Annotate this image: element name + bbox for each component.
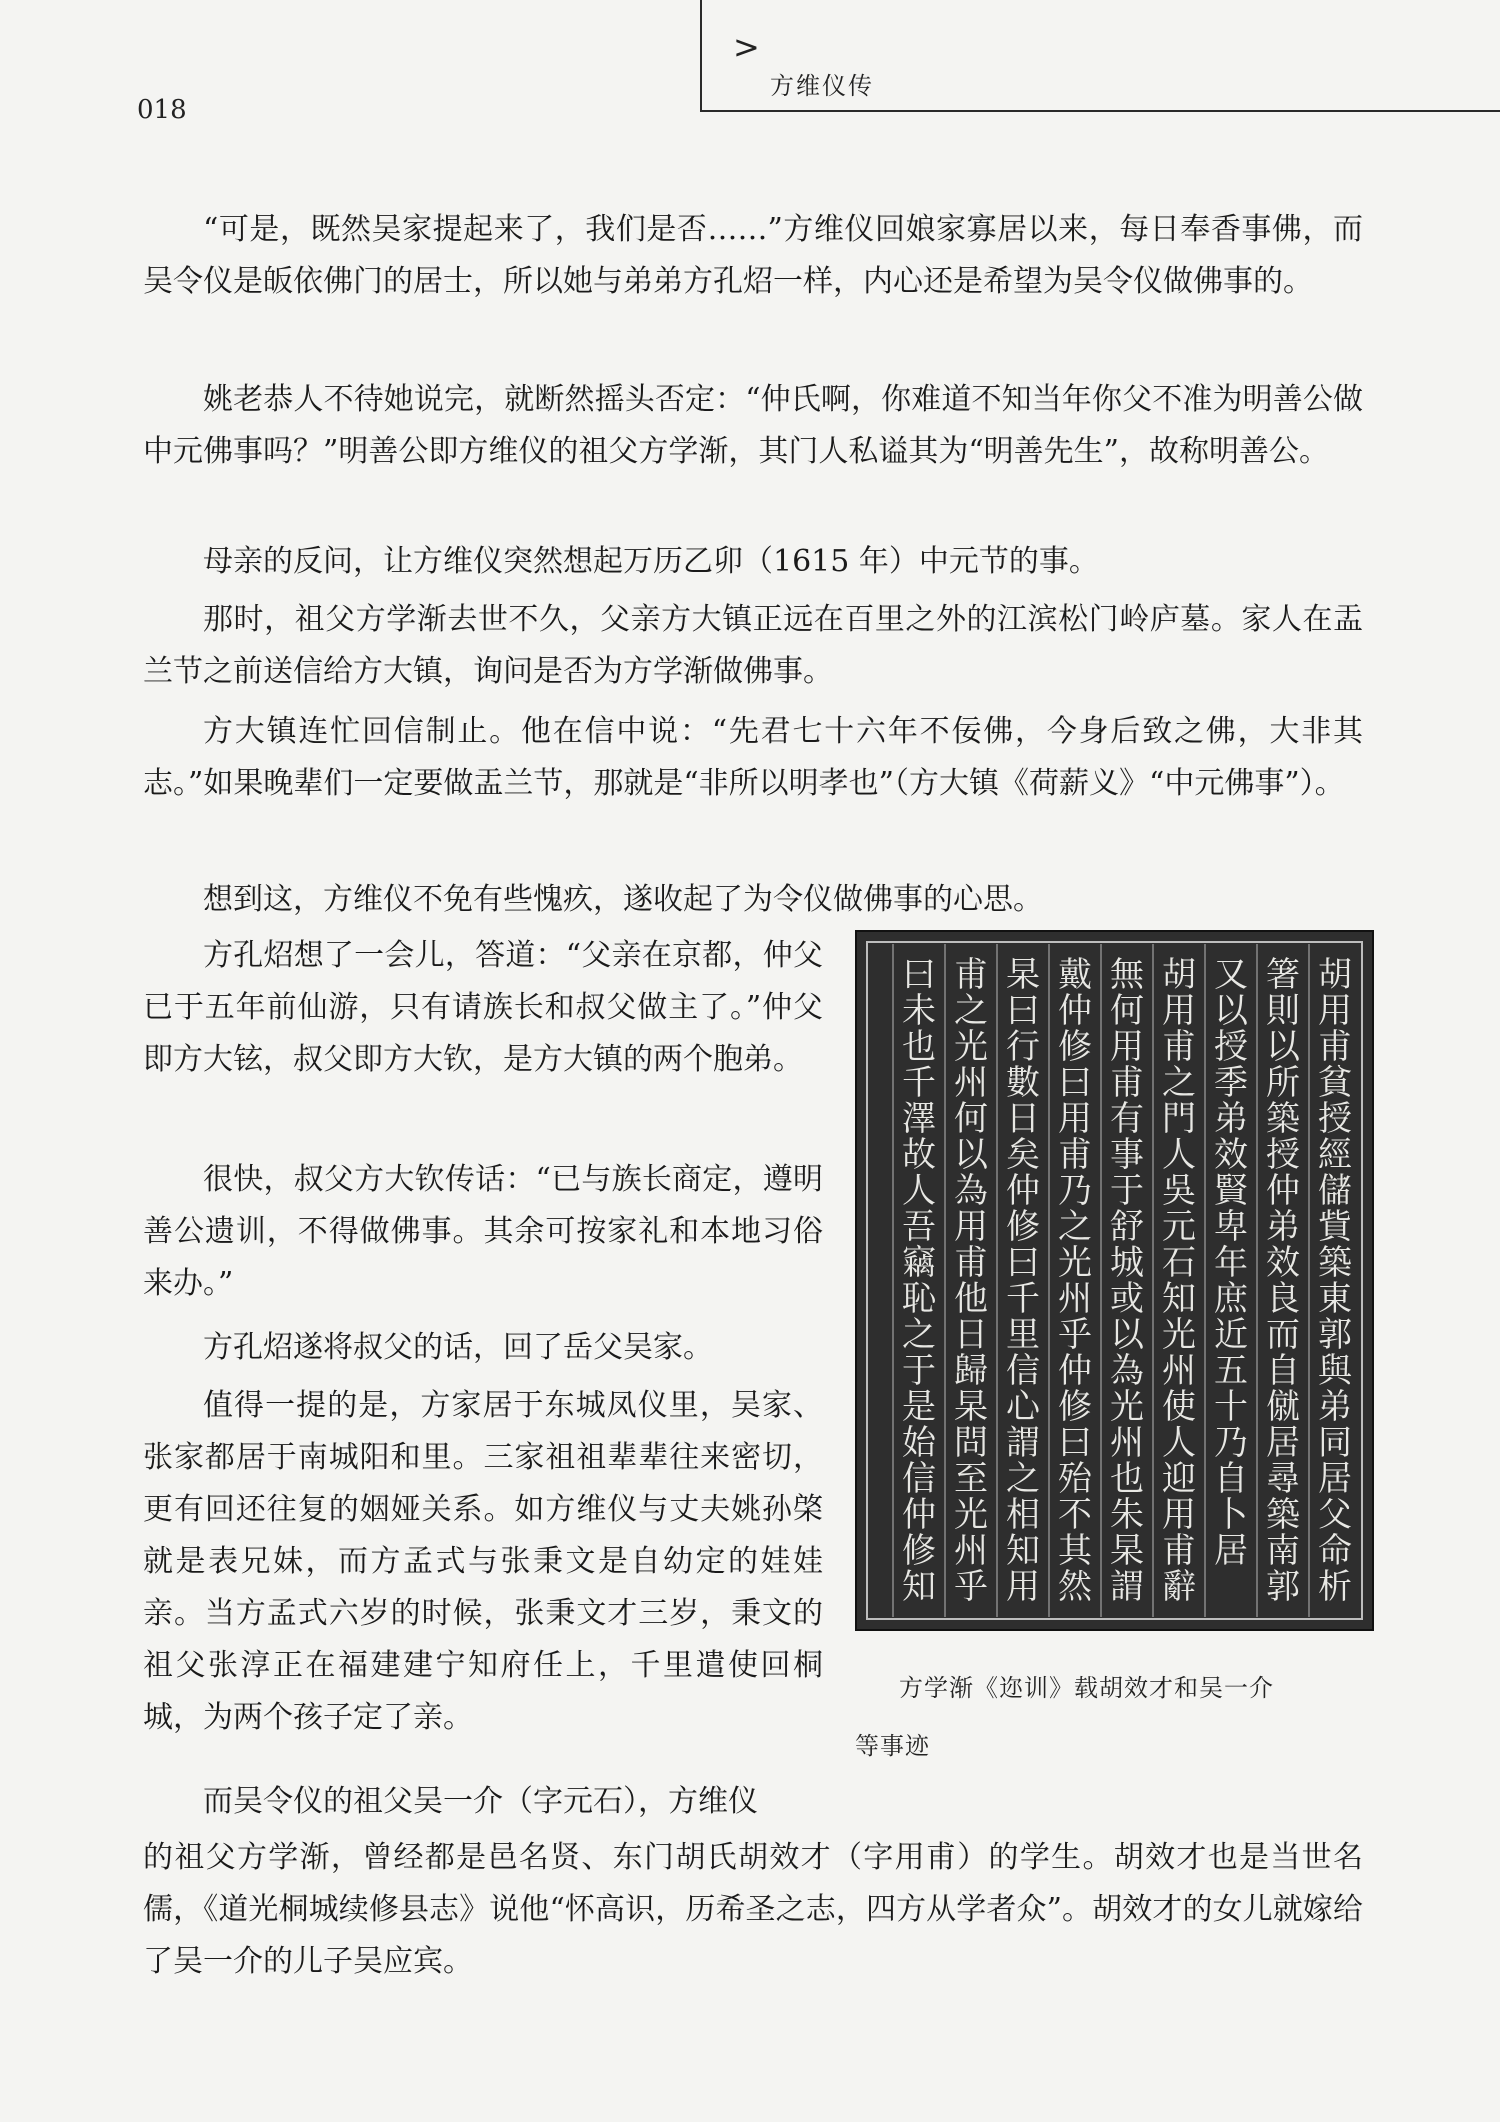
header-divider-horizontal (700, 110, 1500, 112)
print-column-text: 箸則以所築授仲弟效良而自僦居尋築南郭 (1266, 955, 1300, 1607)
print-column-text: 又以授季弟效賢卑年庶近五十乃自卜居 (1214, 955, 1248, 1571)
paragraph-6: 想到这，方维仪不免有些愧疚，遂收起了为令仪做佛事的心思。 (203, 882, 1043, 917)
paragraph-5: 方大镇连忙回信制止。他在信中说：“先君七十六年不佞佛，今身后致之佛，大非其志。”如果晚辈们一定要做盂兰节，那就是“非所以明孝也”（方大镇《荷薪义》“中元佛事”）。 (143, 714, 1363, 801)
paragraph-11-end: 的祖父方学渐，曾经都是邑名贤、东门胡氏胡效才（字用甫）的学生。胡效才也是当世名儒，《道光桐城续修县志》说他“怀高识，历希圣之志，四方从学者众”。胡效才的女儿就嫁给了吴一介的儿子吴应宾。 (143, 1840, 1363, 1979)
figure-caption-line-2: 等事迹 (855, 1732, 930, 1760)
paragraph-10: 值得一提的是，方家居于东城凤仪里，吴家、张家都居于南城阳和里。三家祖祖辈辈往来密切，更有回还往复的姻娅关系。如方维仪与丈夫姚孙棨就是表兄妹，而方孟式与张秉文是自幼定的娃娃亲。当方孟式六岁的时候，张秉文才三岁，秉文的祖父张淳正在福建建宁知府任上，千里遣使回桐城，为两个孩子定了亲。 (143, 1388, 823, 1735)
running-header-title: 方维仪传 (770, 72, 874, 100)
print-column-text: 曰未也千澤故人吾竊恥之于是始信仲修知 (902, 955, 936, 1607)
paragraph-7: 方孔炤想了一会儿，答道：“父亲在京都，仲父已于五年前仙游，只有请族长和叔父做主了。”仲父即方大铉，叔父即方大钦，是方大镇的两个胞弟。 (143, 938, 823, 1077)
woodblock-print-figure (855, 930, 1374, 1631)
paragraph-1: “可是，既然吴家提起来了，我们是否……”方维仪回娘家寡居以来，每日奉香事佛，而吴令仪是皈依佛门的居士，所以她与弟弟方孔炤一样，内心还是希望为吴令仪做佛事的。 (143, 212, 1363, 299)
print-column-text: 杲曰行數日矣仲修曰千里信心謂之相知用 (1006, 955, 1040, 1607)
paragraph-11-start: 而吴令仪的祖父吴一介（字元石），方维仪 (203, 1784, 758, 1819)
figure-caption-line-1: 方学渐《迩训》载胡效才和吴一介 (899, 1674, 1274, 1702)
paragraph-3: 母亲的反问，让方维仪突然想起万历乙卯（1615 年）中元节的事。 (203, 544, 1099, 579)
print-column-text: 無何用甫有事于舒城或以為光州也朱杲謂 (1110, 955, 1144, 1607)
paragraph-8: 很快，叔父方大钦传话：“已与族长商定，遵明善公遗训，不得做佛事。其余可按家礼和本地习俗来办。” (143, 1162, 823, 1301)
header-divider-vertical (700, 0, 708, 112)
page-number: 018 (137, 95, 187, 125)
chevron-right-icon: > (733, 28, 760, 66)
print-column-text: 胡用甫之門人吳元石知光州使人迎用甫辭 (1162, 955, 1196, 1607)
woodblock-print-image (857, 932, 1372, 1629)
print-column-text: 胡用甫貧授經儲貲築東郭與弟同居父命析 (1318, 955, 1352, 1607)
print-column-text: 戴仲修曰用甫乃之光州乎仲修曰殆不其然 (1058, 955, 1092, 1607)
paragraph-9: 方孔炤遂将叔父的话，回了岳父吴家。 (203, 1330, 713, 1365)
print-column-text: 甫之光州何以為用甫他日歸杲問至光州乎 (954, 955, 988, 1607)
paragraph-2: 姚老恭人不待她说完，就断然摇头否定：“仲氏啊，你难道不知当年你父不准为明善公做中元佛事吗？”明善公即方维仪的祖父方学渐，其门人私谥其为“明善先生”，故称明善公。 (143, 382, 1363, 469)
paragraph-4: 那时，祖父方学渐去世不久，父亲方大镇正远在百里之外的江滨松门岭庐墓。家人在盂兰节之前送信给方大镇，询问是否为方学渐做佛事。 (143, 602, 1363, 689)
